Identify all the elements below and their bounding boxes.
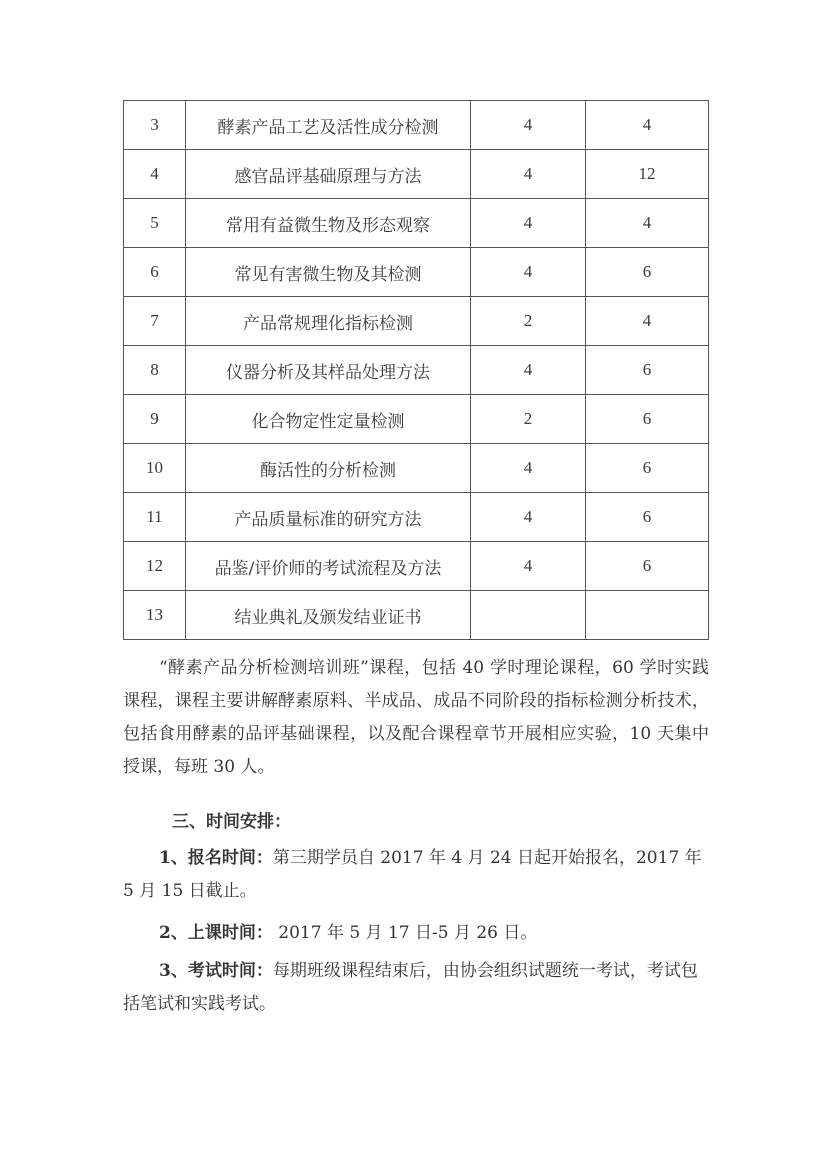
practice-hours: 12 — [586, 150, 709, 199]
row-number: 11 — [124, 493, 186, 542]
practice-hours: 6 — [586, 493, 709, 542]
row-number: 8 — [124, 346, 186, 395]
row-number: 7 — [124, 297, 186, 346]
practice-hours: 4 — [586, 101, 709, 150]
course-name: 常见有害微生物及其检测 — [186, 248, 471, 297]
course-name: 酵素产品工艺及活性成分检测 — [186, 101, 471, 150]
course-name: 产品质量标准的研究方法 — [186, 493, 471, 542]
practice-hours: 4 — [586, 297, 709, 346]
practice-hours: 4 — [586, 199, 709, 248]
item-text: 2017 年 5 月 17 日-5 月 26 日。 — [272, 923, 538, 943]
course-name: 仪器分析及其样品处理方法 — [186, 346, 471, 395]
practice-hours: 6 — [586, 395, 709, 444]
practice-hours: 6 — [586, 346, 709, 395]
row-number: 13 — [124, 591, 186, 640]
course-name: 酶活性的分析检测 — [186, 444, 471, 493]
practice-hours — [586, 591, 709, 640]
theory-hours: 4 — [471, 444, 586, 493]
item-lead: 2、上课时间： — [159, 923, 273, 943]
row-number: 3 — [124, 101, 186, 150]
table-row — [124, 248, 709, 297]
table-row — [124, 101, 709, 150]
course-name: 化合物定性定量检测 — [186, 395, 471, 444]
course-name: 结业典礼及颁发结业证书 — [186, 591, 471, 640]
item-text: 第三期学员自 2017 年 4 月 24 日起开始报名，2017 年 5 月 15 日截止。 — [123, 848, 702, 901]
table-row — [124, 444, 709, 493]
registration-time-item — [123, 842, 709, 908]
row-number: 6 — [124, 248, 186, 297]
course-name: 产品常规理化指标检测 — [186, 297, 471, 346]
theory-hours: 4 — [471, 493, 586, 542]
theory-hours: 4 — [471, 101, 586, 150]
theory-hours: 4 — [471, 199, 586, 248]
item-lead: 3、考试时间： — [159, 961, 273, 981]
table-row — [124, 395, 709, 444]
row-number: 10 — [124, 444, 186, 493]
theory-hours: 4 — [471, 150, 586, 199]
row-number: 12 — [124, 542, 186, 591]
practice-hours: 6 — [586, 542, 709, 591]
intro-paragraph: “酵素产品分析检测培训班”课程，包括 40 学时理论课程，60 学时实践课程，课程主要讲解酵素原料、半成品、成品不同阶段的指标检测分析技术，包括食用酵素的品评基础课程，以及配合课程章节开展相应实验，10 天集中授课，每班 30 人。 — [123, 658, 709, 777]
row-number: 9 — [124, 395, 186, 444]
theory-hours: 2 — [471, 395, 586, 444]
exam-time-item — [123, 955, 709, 1021]
table-row — [124, 591, 709, 640]
item-lead: 1、报名时间： — [159, 848, 273, 868]
item-text: 每期班级课程结束后，由协会组织试题统一考试，考试包括笔试和实践考试。 — [123, 961, 698, 1014]
course-name: 品鉴/评价师的考试流程及方法 — [186, 542, 471, 591]
table-row — [124, 199, 709, 248]
practice-hours: 6 — [586, 248, 709, 297]
theory-hours: 4 — [471, 248, 586, 297]
course-name: 常用有益微生物及形态观察 — [186, 199, 471, 248]
row-number: 5 — [124, 199, 186, 248]
theory-hours: 4 — [471, 346, 586, 395]
table-row — [124, 542, 709, 591]
theory-hours: 2 — [471, 297, 586, 346]
table-row — [124, 297, 709, 346]
course-schedule-table — [123, 100, 709, 640]
table-row — [124, 346, 709, 395]
theory-hours: 4 — [471, 542, 586, 591]
course-name: 感官品评基础原理与方法 — [186, 150, 471, 199]
practice-hours: 6 — [586, 444, 709, 493]
class-time-item — [123, 917, 709, 950]
section-heading-schedule: 三、时间安排： — [172, 812, 291, 832]
row-number: 4 — [124, 150, 186, 199]
table-row — [124, 150, 709, 199]
table-row — [124, 493, 709, 542]
theory-hours — [471, 591, 586, 640]
